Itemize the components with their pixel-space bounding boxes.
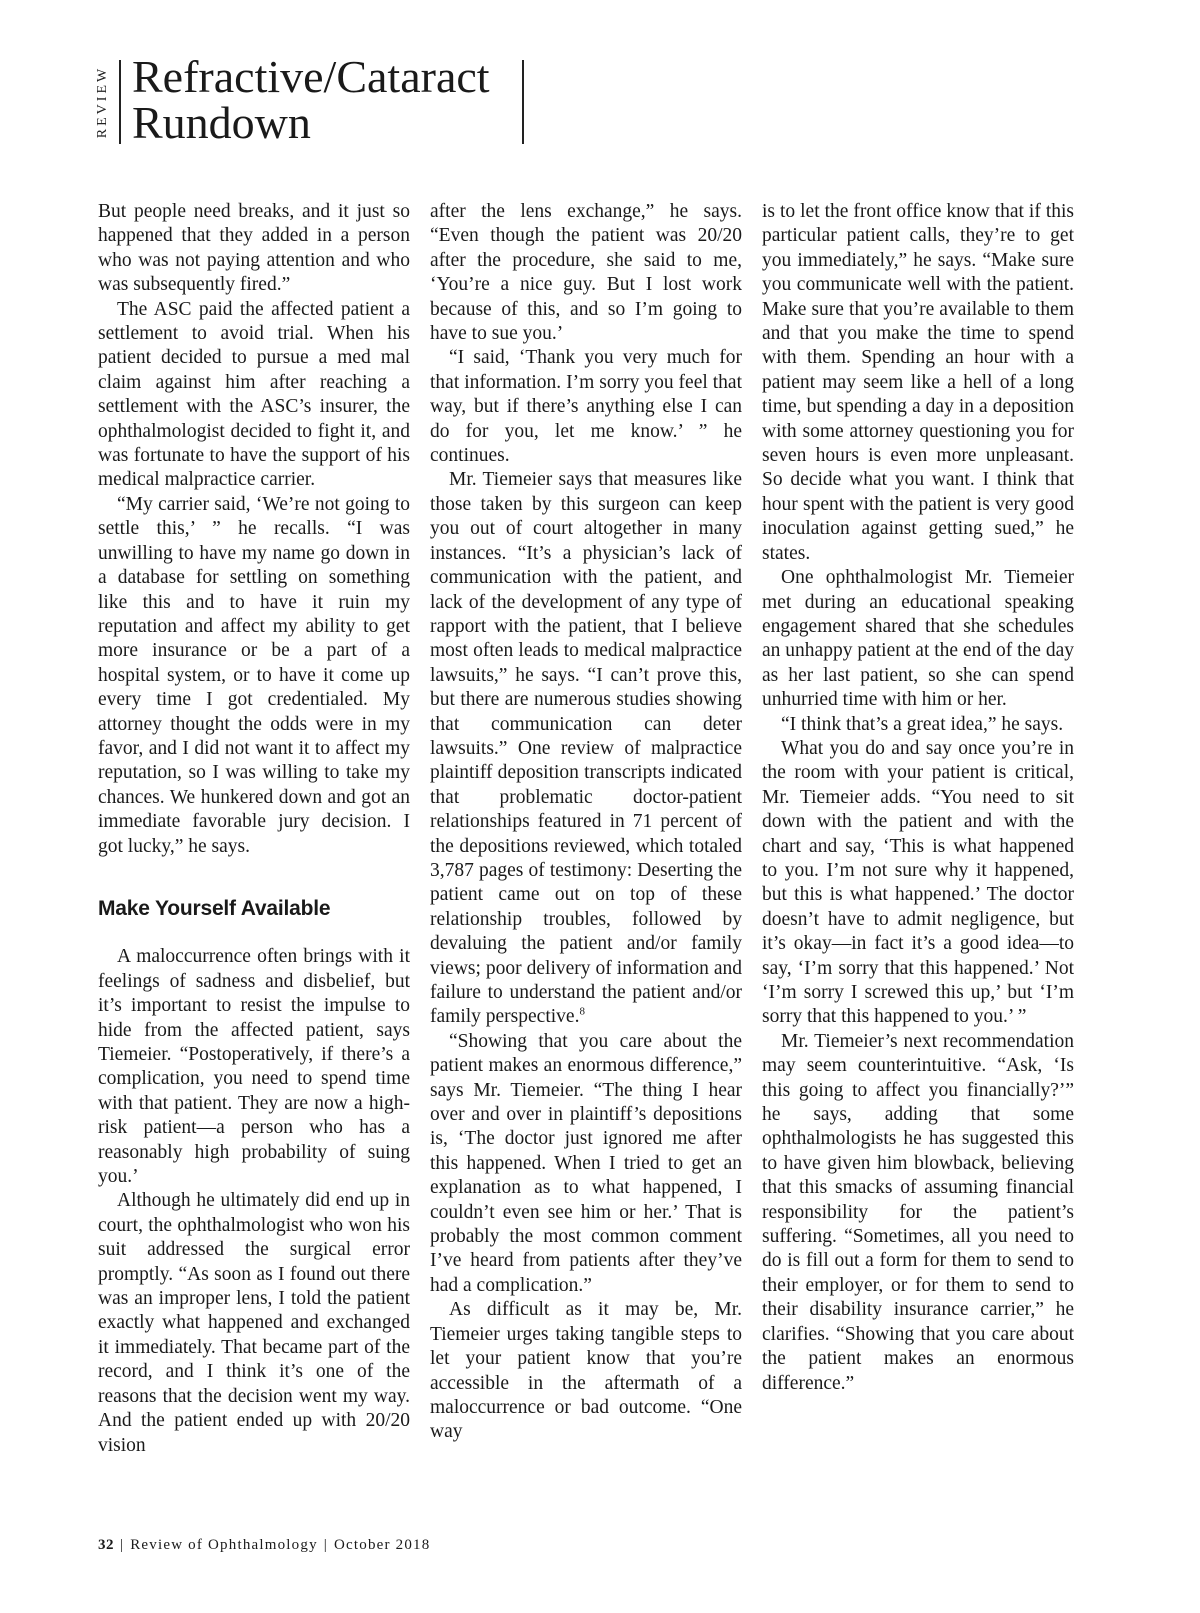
paragraph: “I said, ‘Thank you very much for that information. I’m sorry you feel that way, but if there’s anything else I can do for you, let me know.’ ” he continues. — [430, 347, 742, 467]
paragraph-text: Mr. Tiemeier says that measures like those taken by this surgeon can keep you out of court altogether in many instances. “It’s a physician’s lack of communication with the patient, and lack of the development of any type of rapport with the patient, that I believe most often leads to medical malpractice lawsuits,” he says. “I can’t prove this, but there are numerous studies showing that communication can deter lawsuits.” One review of malpractice plaintiff deposition transcripts indicated that problematic doctor-patient relationships featured in 71 percent of the depositions reviewed, which totaled 3,787 pages of testimony: Deserting the patient came out on top of these relationship troubles, followed by devaluing the patient and/or family views; poor delivery of information and failure to understand the patient and/or family perspective. — [430, 469, 742, 1028]
footer-divider: | — [323, 1537, 328, 1553]
paragraph-with-reference — [430, 468, 742, 1029]
page-number: 32 — [98, 1537, 114, 1553]
paragraph: What you do and say once you’re in the room with your patient is critical, Mr. Tiemeier adds. “You need to sit down with the patient and with the chart and say, ‘This is what happened to you. I’m not sure why it happened, but this is what happened.’ The doctor doesn’t have to admit negligence, but it’s okay—in fact it’s a good idea—to say, ‘I’m sorry that this happened.’ Not ‘I’m sorry I screwed this up,’ but ‘I’m sorry that this happened to you.’ ” — [762, 737, 1074, 1028]
paragraph: Mr. Tiemeier’s next recommendation may seem counterintuitive. “Ask, ‘Is this going to affect you financially?’” he says, adding that some ophthalmologists he has suggested this to have given him blowback, believing that this smacks of assuming financial responsibility for the patient’s suffering. “Sometimes, all you need to do is fill out a form for them to send to their employer, or for them to send to their disability insurance carrier,” he clarifies. “Showing that you care about the patient makes an enormous difference.” — [762, 1030, 1074, 1394]
paragraph: after the lens exchange,” he says. “Even though the patient was 20/20 after the procedure, she said to me, ‘You’re a nice guy. But I lost work because of this, and so I’m going to have to sue you.’ — [430, 201, 742, 345]
paragraph: But people need breaks, and it just so happened that they added in a person who was not paying attention and who was subsequently fired.” — [98, 201, 410, 296]
paragraph: The ASC paid the affected patient a settlement to avoid trial. When his patient decided to pursue a med mal claim against him after reaching a settlement with the ASC’s insurer, the ophthalmologist decided to fight it, and was fortunate to have the support of his medical malpractice carrier. — [98, 298, 410, 491]
paragraph: As difficult as it may be, Mr. Tiemeier urges taking tangible steps to let your patient know that you’re accessible in the aftermath of a maloccurrence or bad outcome. “One way — [430, 1299, 742, 1443]
header-rule-right — [522, 60, 524, 144]
footer-divider: | — [120, 1537, 125, 1553]
paragraph: “I think that’s a great idea,” he says. — [781, 713, 1064, 735]
publication-name: Review of Ophthalmology — [130, 1537, 318, 1553]
paragraph: is to let the front office know that if this particular patient calls, they’re to get you immediately,” he says. “Make sure you communicate well with the patient. Make sure that you’re available to them and that you make the time to spend with them. Spending an hour with a patient may seem like a hell of a long time, but spending a day in a deposition with some attorney questioning you for seven hours is even more unpleasant. So decide what you want. I think that hour spent with the patient is very good inoculation against getting sued,” he states. — [762, 201, 1074, 564]
page-footer — [98, 1537, 430, 1554]
section-kicker — [92, 58, 114, 146]
reference-superscript: 8 — [579, 1005, 585, 1018]
paragraph: A maloccurrence often brings with it feelings of sadness and disbelief, but it’s important to resist the impulse to hide from the affected patient, says Tiemeier. “Postoperatively, if there’s a complication, you need to spend time with that patient. They are now a high-risk patient—a person who has a reasonably high probability of suing you.’ — [98, 946, 410, 1188]
subheading: Make Yourself Available — [98, 896, 331, 920]
header-rule-left — [119, 60, 121, 144]
paragraph: “My carrier said, ‘We’re not going to settle this,’ ” he recalls. “I was unwilling to have my name go down in a database for settling on something like this and to have it ruin my reputation and affect my ability to get more insurance or be a part of a hospital system, or to have it come up every time I got credentialed. My attorney thought the odds were in my favor, and I did not want it to affect my reputation, so I was willing to take my chances. We hunkered down and got an immediate favorable jury decision. I got lucky,” he says. — [98, 493, 410, 857]
paragraph: Although he ultimately did end up in court, the ophthalmologist who won his suit addressed the surgical error promptly. “As soon as I found out there was an improper lens, I told the patient exactly what happened and exchanged it immediately. That became part of the record, and I think it’s one of the reasons that the decision went my way. And the patient ended up with 20/20 vision — [98, 1190, 410, 1456]
department-title — [132, 51, 490, 148]
paragraph: One ophthalmologist Mr. Tiemeier met during an educational speaking engagement shared that she schedules an unhappy patient at the end of the day as her last patient, so she can spend unhurried time with him or her. — [762, 567, 1074, 711]
section-kicker-label: REVIEW — [95, 65, 110, 139]
issue-date: October 2018 — [333, 1537, 431, 1553]
column-1 — [98, 200, 410, 1458]
title-line-2: Rundown — [132, 97, 311, 148]
title-line-1: Refractive/Cataract — [132, 51, 490, 102]
paragraph: “Showing that you care about the patient makes an enormous difference,” says Mr. Tiemeier. “The thing I hear over and over in plaintiff’s depositions is, ‘The doctor just ignored me after this happened. When I tried to get an explanation as to what happened, I couldn’t even see him or her.’ That is probably the most common comment I’ve heard from patients after they’ve had a complication.” — [430, 1030, 742, 1296]
column-2 — [430, 200, 742, 1445]
column-3 — [762, 200, 1074, 1396]
